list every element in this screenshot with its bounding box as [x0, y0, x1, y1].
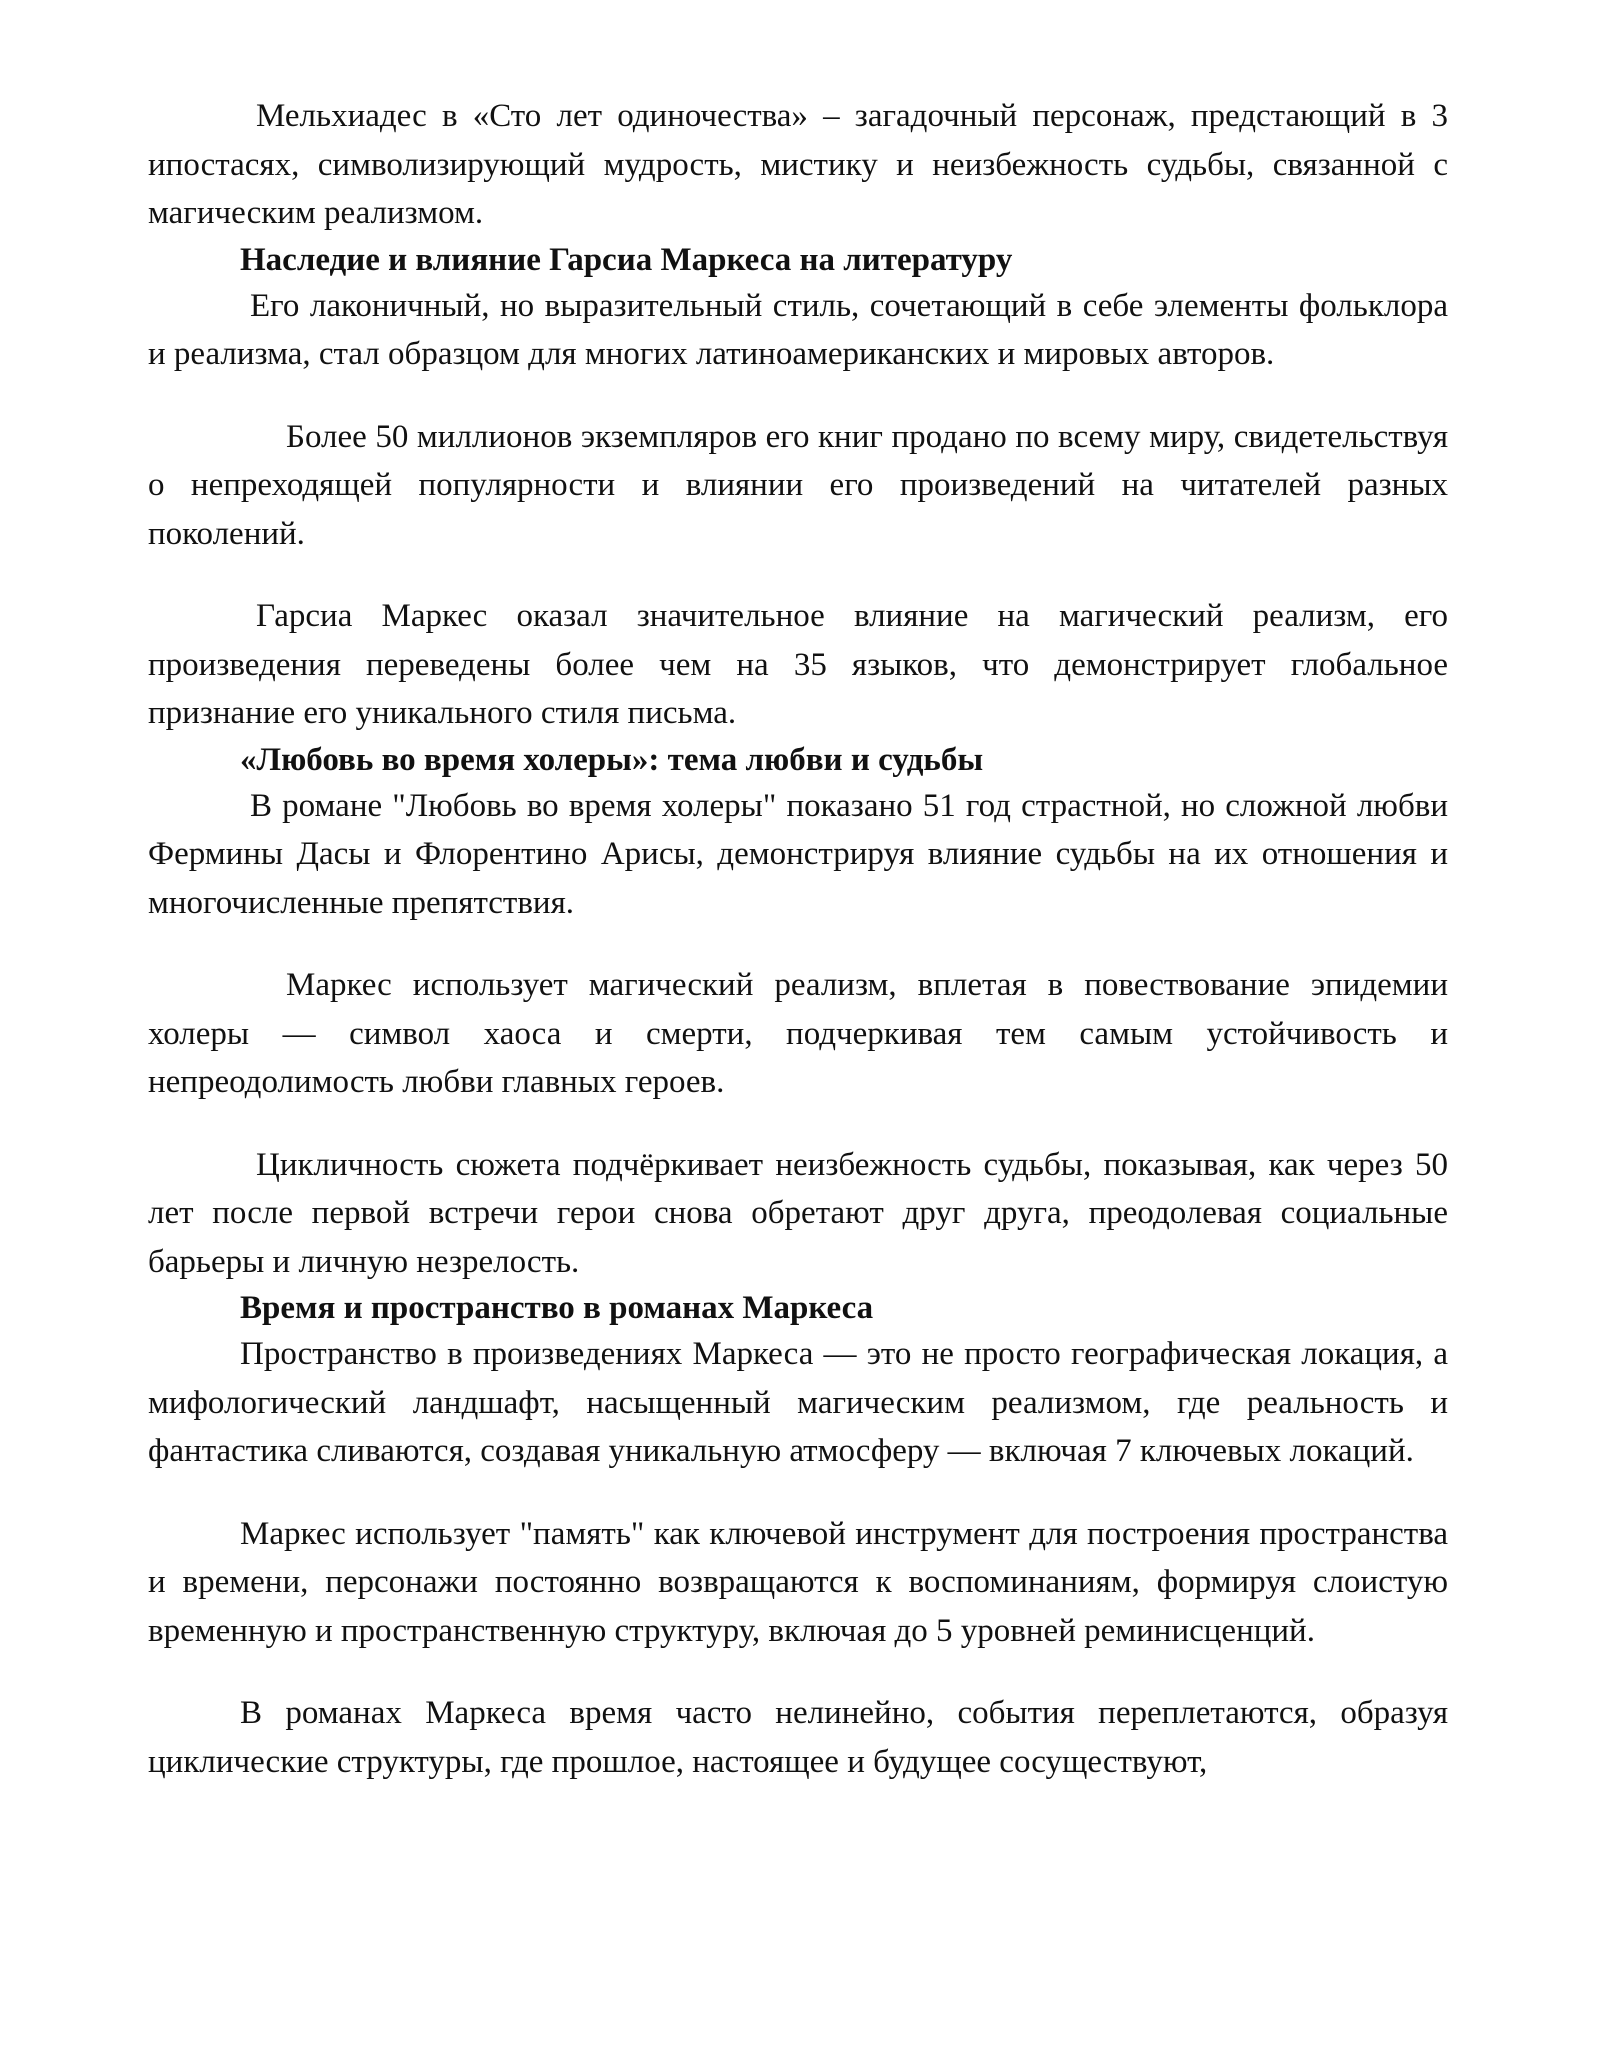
- paragraph-space: Пространство в произведениях Маркеса — это не просто географическая локация, а мифологический ландшафт, насыщенный магическим реализмом, где реальность и фантастика сливаются, создавая уникальную атмосферу — включая 7 ключевых локаций.: [148, 1336, 1448, 1469]
- paragraph-novel-love: В романе "Любовь во время холеры" показано 51 год страстной, но сложной любви Фермины Дасы и Флорентино Арисы, демонстрируя влияние судьбы на их отношения и многочисленные препятствия.: [148, 787, 1448, 921]
- paragraph-nonlinear-time: В романах Маркеса время часто нелинейно, события переплетаются, образуя циклические структуры, где прошлое, настоящее и будущее сосуществуют,: [148, 1695, 1448, 1780]
- paragraph-translations: Гарсиа Маркес оказал значительное влияние на магический реализм, его произведения переведены более чем на 35 языков, что демонстрирует глобальное признание его уникального стиля письма.: [148, 598, 1448, 731]
- paragraph-magic-realism: Маркес использует магический реализм, вплетая в повествование эпидемии холеры — символ хаоса и смерти, подчеркивая тем самым устойчивость и непреодолимость любви главных героев.: [148, 967, 1448, 1100]
- paragraph-style: Его лаконичный, но выразительный стиль, сочетающий в себе элементы фольклора и реализма, стал образцом для многих латиноамериканских и мировых авторов.: [148, 287, 1448, 372]
- heading-time-space: Время и пространство в романах Маркеса: [240, 1290, 874, 1326]
- heading-love-cholera: «Любовь во время холеры»: тема любви и судьбы: [240, 741, 984, 778]
- paragraph-memory: Маркес использует "память" как ключевой инструмент для построения пространства и времени, персонажи постоянно возвращаются к воспоминаниям, формируя слоистую временную и пространственную структуру, включая до 5 уровней реминисценций.: [148, 1515, 1448, 1649]
- document-page: [148, 92, 1448, 1786]
- paragraph-melquiades: Мельхиадес в «Сто лет одиночества» – загадочный персонаж, предстающий в 3 ипостасях, символизирующий мудрость, мистику и неизбежность судьбы, связанной с магическим реализмом.: [148, 98, 1448, 231]
- paragraph-copies-sold: Более 50 миллионов экземпляров его книг продано по всему миру, свидетельствуя о непреходящей популярности и влиянии его произведений на читателей разных поколений.: [148, 418, 1448, 552]
- heading-legacy: Наследие и влияние Гарсиа Маркеса на литературу: [240, 241, 1013, 278]
- paragraph-cyclic-plot: Цикличность сюжета подчёркивает неизбежность судьбы, показывая, как через 50 лет после первой встречи герои снова обретают друг друга, преодолевая социальные барьеры и личную незрелость.: [148, 1146, 1448, 1280]
